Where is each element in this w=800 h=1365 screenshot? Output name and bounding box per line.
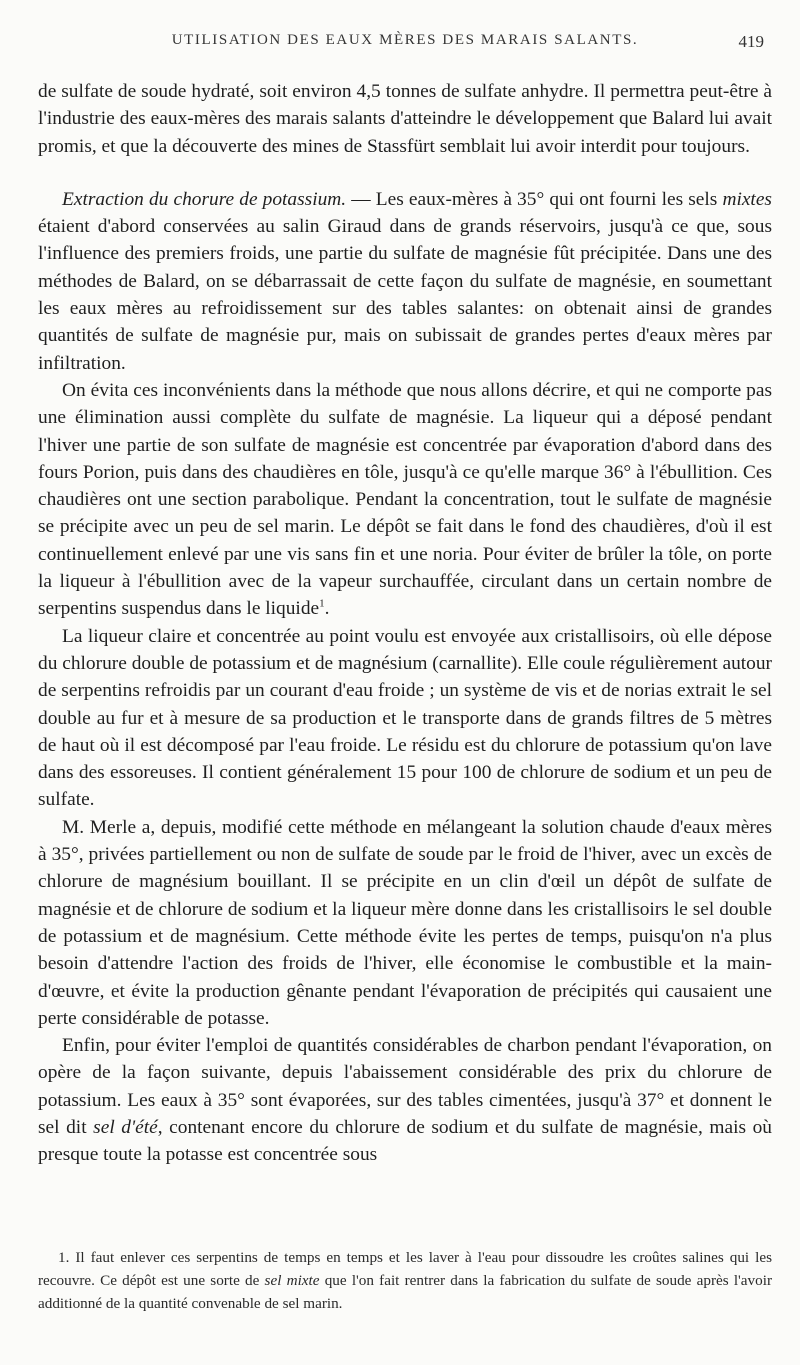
paragraph-3-end: .	[324, 598, 330, 620]
paragraph-6-end: , contenant encore du chlorure de sodium et du sulfate de magnésie, mais où presque toute la potasse est concentrée sous	[38, 1116, 772, 1166]
paragraph-2-text-2: étaient d'abord conservées au salin Giraud dans de grands réservoirs, jusqu'à ce que, sous l'influence des premiers froids, une partie du sulfate de magnésie fût précipitée. Dans une des méthodes de Balard, on se débarrassait de cette façon du sulfate de magnésie, en soumettant les eaux mères au refroidissement sur des tables salantes: on obtenait ainsi de grandes quantités de sulfate de magnésie pur, mais on subissait de grandes pertes d'eaux mères par infiltration.	[38, 216, 772, 374]
paragraph-6-text: Enfin, pour éviter l'emploi de quantités considérables de charbon pendant l'évaporation, on opère de la façon suivante, depuis l'abaissement considérable des prix du chlorure de potassium. Les eaux à 35° sont évaporées, sur des tables cimentées, jusqu'à 37° et donnent le sel dit	[38, 1035, 772, 1138]
footnote-text-2: que l'on fait rentrer dans la fabrication du sulfate de soude après l'avoir additionné de la quantité convenable de sel marin.	[38, 1272, 773, 1312]
footnote-italic: sel mixte	[264, 1272, 320, 1289]
running-title: UTILISATION DES EAUX MÈRES DES MARAIS SALANTS.	[171, 32, 639, 48]
paragraph-2	[38, 186, 772, 377]
body-text	[38, 78, 772, 1169]
paragraph-1: de sulfate de soude hydraté, soit environ 4,5 tonnes de sulfate anhydre. Il permettra peut-être à l'industrie des eaux-mères des marais salants d'atteindre le développement que Balard lui avait promis, et que la découverte des mines de Stassfürt semblait lui avoir interdit pour toujours.	[38, 81, 772, 157]
footnote-1	[38, 1246, 772, 1315]
paragraph-5: M. Merle a, depuis, modifié cette méthode en mélangeant la solution chaude d'eaux mères à 35°, privées partiellement ou non de sulfate de soude par le froid de l'hiver, avec un excès de chlorure de magnésium bouillant. Il se précipite en un clin d'œil un dépôt de sulfate de magnésie et de chlorure de sodium et la liqueur mère donne dans les cristallisoirs le sel double de potassium et de magnésium. Cette méthode évite les pertes de temps, puisqu'on n'a plus besoin d'attendre l'action des froids de l'hiver, elle économise le combustible et la main-d'œuvre, et évite la production gênante pendant l'évaporation de précipités qui causaient une perte considérable de potasse.	[38, 816, 772, 1029]
footnote-marker: 1.	[58, 1249, 70, 1266]
footnote-reference: 1	[319, 597, 325, 610]
paragraph-3	[38, 377, 772, 623]
page-header	[38, 28, 772, 58]
paragraph-2-italic: mixtes	[722, 188, 772, 210]
paragraph-3-text: On évita ces inconvénients dans la méthode que nous allons décrire, et qui ne comporte pas une élimination aussi complète du sulfate de magnésie. La liqueur qui a déposé pendant l'hiver une partie de son sulfate de magnésie est concentrée par évaporation d'abord dans des fours Porion, puis dans des chaudières en tôle, jusqu'à ce qu'elle marque 36° à l'ébullition. Ces chaudières ont une section parabolique. Pendant la concentration, tout le sulfate de magnésie se précipite avec un peu de sel marin. Le dépôt se fait dans le fond des chaudières, d'où il est continuellement enlevé par une vis sans fin et une noria. Pour éviter de brûler la tôle, on porte la liqueur à l'ébullition avec de la vapeur surchauffée, circulant dans un certain nombre de serpentins suspendus dans le liquide	[38, 379, 772, 620]
footnote-text: Il faut enlever ces serpentins de temps en temps et les laver à l'eau pour dissoudre les croûtes salines qui les recouvre. Ce dépôt est une sorte de	[38, 1249, 772, 1289]
section-heading: Extraction du chorure de potassium.	[62, 188, 347, 210]
page-number: 419	[738, 32, 764, 51]
footnotes	[38, 1246, 772, 1315]
paragraph-4: La liqueur claire et concentrée au point voulu est envoyée aux cristallisoirs, où elle dépose du chlorure double de potassium et de magnésium (carnallite). Elle coule régulièrement autour de serpentins refroidis par un courant d'eau froide ; un système de vis et de norias extrait le sel double au fur et à mesure de sa production et le transporte dans de grands filtres de 5 mètres de haut où il est décomposé par l'eau froide. Le résidu est du chlorure de potassium qu'on lave dans des essoreuses. Il contient généralement 15 pour 100 de chlorure de sodium et un peu de sulfate.	[38, 625, 772, 811]
paragraph-2-text: — Les eaux-mères à 35° qui ont fourni les sels	[346, 188, 723, 210]
paragraph-6	[38, 1032, 772, 1168]
paragraph-6-italic: sel d'été	[93, 1116, 158, 1138]
